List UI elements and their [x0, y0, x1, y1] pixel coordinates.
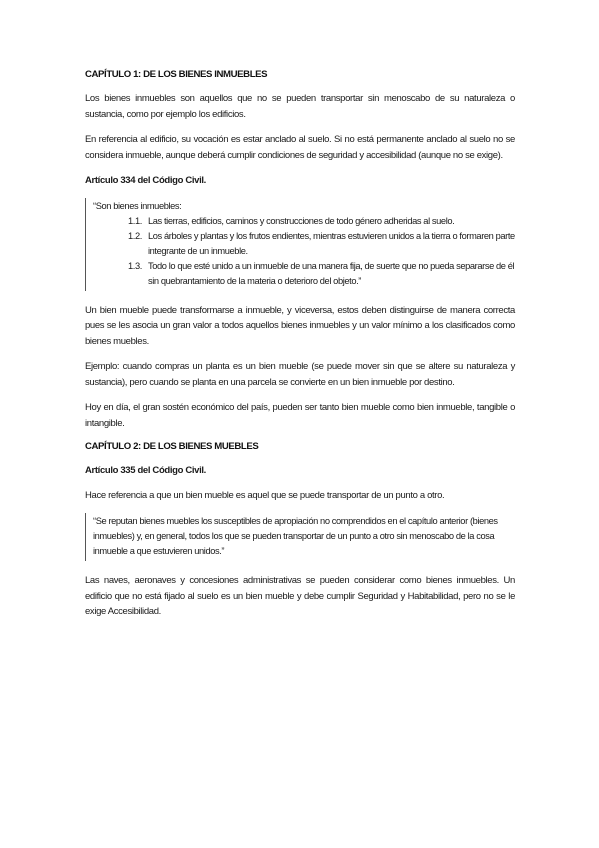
list-item [128, 214, 515, 229]
chapter-1-paragraph-2: En referencia al edificio, su vocación es estar anclado al suelo. Si no está permanente anclado al suelo no se considera inmueble, aunque deberá cumplir condiciones de seguridad y accesibilidad (aunque no se exige). [85, 134, 515, 161]
list-item-number: 1.2. [128, 230, 142, 241]
list-item [128, 229, 515, 259]
chapter-1-paragraph-3: Un bien mueble puede transformarse a inmueble, y viceversa, estos deben distinguirse de manera correcta pues se les asocia un gran valor a todos aquellos bienes inmuebles y un valor mínimo a los clasificados como bienes muebles. [85, 304, 515, 347]
list-item-number: 1.3. [128, 260, 142, 271]
chapter-1-paragraph-1: Los bienes inmuebles son aquellos que no se pueden transportar sin menoscabo de su naturaleza o sustancia, como por ejemplo los edificios. [85, 93, 515, 120]
list-item [128, 259, 515, 289]
chapter-2-title: CAPÍTULO 2: DE LOS BIENES MUEBLES [85, 441, 259, 452]
article-335-heading: Artículo 335 del Código Civil. [85, 465, 206, 476]
chapter-2-paragraph-1: Hace referencia a que un bien mueble es aquel que se puede transportar de un punto a otro. [85, 489, 445, 501]
chapter-1-paragraph-5: Hoy en día, el gran sostén económico del país, pueden ser tanto bien mueble como bien inmueble, tangible o intangible. [85, 402, 515, 429]
list-item-text: Los árboles y plantas y los frutos endientes, mientras estuvieren unidos a la tierra o formaren parte integrante de un inmueble. [148, 230, 515, 256]
list-item-text: Las tierras, edificios, caminos y construcciones de todo género adheridas al suelo. [148, 215, 455, 226]
chapter-1-title: CAPÍTULO 1: DE LOS BIENES INMUEBLES [85, 69, 268, 80]
article-335-quote: “Se reputan bienes muebles los susceptibles de apropiación no comprendidos en el capítulo anterior (bienes inmuebles) y, en general, todos los que se pueden transportar de un punto a otro sin menoscabo de la cosa inmueble a que estuvieren unidos.” [85, 513, 515, 561]
article-334-heading: Artículo 334 del Código Civil. [85, 175, 206, 186]
document-body [85, 69, 515, 630]
chapter-1-paragraph-4: Ejemplo: cuando compras un planta es un bien mueble (se puede mover sin que se altere su naturaleza y sustancia), pero cuando se planta en una parcela se convierte en un bien inmueble por destino. [85, 361, 515, 388]
quote-intro: “Son bienes inmuebles: [93, 200, 182, 211]
chapter-2-paragraph-2: Las naves, aeronaves y concesiones administrativas se pueden considerar como bienes inmuebles. Un edificio que no está fijado al suelo es un bien mueble y debe cumplir Seguridad y Habitabilidad, pero no se le exige Accesibilidad. [85, 575, 515, 617]
list-item-text: Todo lo que esté unido a un inmueble de una manera fija, de suerte que no pueda separarse de él sin quebrantamiento de la materia o deterioro del objeto.” [148, 260, 515, 286]
article-334-quote [85, 198, 515, 291]
quote-list [93, 214, 515, 289]
list-item-number: 1.1. [128, 215, 142, 226]
